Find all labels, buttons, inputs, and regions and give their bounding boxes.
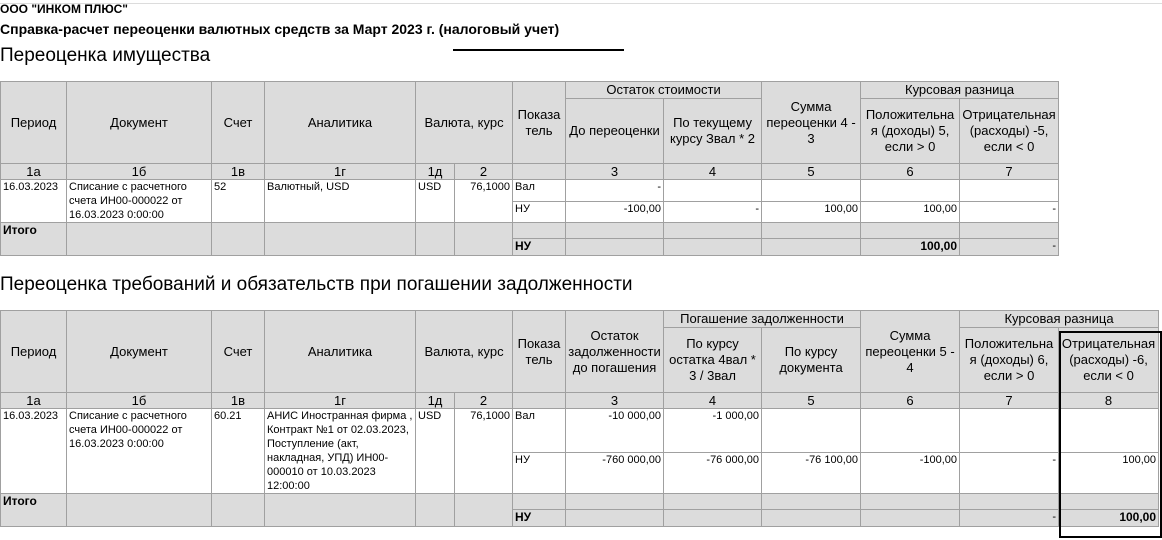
header-negative: Отрицательная (расходы) -5, если < 0 <box>960 99 1059 164</box>
header-document: Документ <box>67 82 212 164</box>
nu-reval: 100,00 <box>762 202 861 223</box>
header-account: Счет <box>212 82 265 164</box>
nu-positive: - <box>960 452 1059 494</box>
val-debt-before: -10 000,00 <box>566 409 664 453</box>
company-name: ООО "ИНКОМ ПЛЮС" <box>0 2 128 16</box>
nu-by-doc: -76 100,00 <box>762 452 861 494</box>
col-number <box>513 393 566 409</box>
nu-current: - <box>664 202 762 223</box>
col-number: 1г <box>265 164 416 180</box>
val-by-doc <box>762 409 861 453</box>
section1-title: Переоценка имущества <box>0 45 211 66</box>
header-currency-rate: Валюта, курс <box>416 82 513 164</box>
header-analytics: Аналитика <box>265 311 416 393</box>
row-analytics: АНИС Иностранная фирма , Контракт №1 от 02.03.2023, Поступление (акт, накладная, УПД) ИН00-000010 от 10.03.2023 12:00:00 <box>265 409 416 494</box>
row-currency: USD <box>416 180 455 223</box>
header-analytics: Аналитика <box>265 82 416 164</box>
col-number: 7 <box>960 164 1059 180</box>
col-number: 4 <box>664 393 762 409</box>
col-number: 2 <box>455 164 513 180</box>
val-positive <box>960 409 1059 453</box>
header-diff-group: Курсовая разница <box>960 311 1159 328</box>
val-by-balance: -1 000,00 <box>664 409 762 453</box>
header-indicator: Показа тель <box>513 311 566 393</box>
row-document: Списание с расчетного счета ИН00-000022 от 16.03.2023 0:00:00 <box>67 409 212 494</box>
col-number: 4 <box>664 164 762 180</box>
property-revaluation-table <box>0 81 1059 256</box>
col-number: 1а <box>1 393 67 409</box>
col-number: 1в <box>212 164 265 180</box>
header-positive: Положительна я (доходы) 6, если > 0 <box>960 328 1059 393</box>
nu-before: -100,00 <box>566 202 664 223</box>
indicator-val: Вал <box>513 180 566 202</box>
col-number: 1б <box>67 393 212 409</box>
header-before: До переоценки <box>566 99 664 164</box>
col-number: 5 <box>762 164 861 180</box>
top-border-line <box>230 3 1162 4</box>
nu-positive: 100,00 <box>861 202 960 223</box>
col-number: 5 <box>762 393 861 409</box>
header-repay-group: Погашение задолженности <box>664 311 861 328</box>
col-number: 8 <box>1059 393 1159 409</box>
header-balance-group: Остаток стоимости <box>566 82 762 99</box>
total-label: Итого <box>1 494 67 527</box>
col-number: 6 <box>861 393 960 409</box>
col-number: 1б <box>67 164 212 180</box>
total-label: Итого <box>1 223 67 256</box>
debt-revaluation-table <box>0 310 1159 527</box>
total-indicator: НУ <box>513 510 566 527</box>
indicator-nu: НУ <box>513 452 566 494</box>
header-positive: Положительна я (доходы) 5, если > 0 <box>861 99 960 164</box>
col-number: 6 <box>861 164 960 180</box>
nu-negative: 100,00 <box>1059 452 1159 494</box>
total-indicator: НУ <box>513 239 566 256</box>
header-currency-rate: Валюта, курс <box>416 311 513 393</box>
header-account: Счет <box>212 311 265 393</box>
header-indicator: Показа тель <box>513 82 566 164</box>
row-period: 16.03.2023 <box>1 409 67 494</box>
nu-by-balance: -76 000,00 <box>664 452 762 494</box>
header-reval-sum: Сумма переоценки 5 - 4 <box>861 311 960 393</box>
section2-title: Переоценка требований и обязательств при погашении задолженности <box>0 274 633 295</box>
col-number: 2 <box>455 393 513 409</box>
header-period: Период <box>1 82 67 164</box>
header-negative: Отрицательная (расходы) -6, если < 0 <box>1059 328 1159 393</box>
header-diff-group: Курсовая разница <box>861 82 1059 99</box>
title-underline <box>453 49 624 51</box>
indicator-nu: НУ <box>513 202 566 223</box>
header-by-doc-rate: По курсу документа <box>762 328 861 393</box>
col-number: 1д <box>416 393 455 409</box>
highlight-box <box>1059 331 1162 538</box>
row-account: 60.21 <box>212 409 265 494</box>
col-number <box>513 164 566 180</box>
col-number: 7 <box>960 393 1059 409</box>
total-negative: 100,00 <box>1059 510 1159 527</box>
header-current-rate: По текущему курсу Звал * 2 <box>664 99 762 164</box>
indicator-val: Вал <box>513 409 566 453</box>
col-number: 1д <box>416 164 455 180</box>
col-number: 3 <box>566 393 664 409</box>
nu-reval: -100,00 <box>861 452 960 494</box>
row-currency: USD <box>416 409 455 494</box>
val-reval <box>861 409 960 453</box>
header-reval-sum: Сумма переоценки 4 - 3 <box>762 82 861 164</box>
header-document: Документ <box>67 311 212 393</box>
nu-debt-before: -760 000,00 <box>566 452 664 494</box>
col-number: 1а <box>1 164 67 180</box>
col-number: 1г <box>265 393 416 409</box>
total-negative: - <box>960 239 1059 256</box>
val-reval <box>762 180 861 202</box>
row-rate: 76,1000 <box>455 180 513 223</box>
row-period: 16.03.2023 <box>1 180 67 223</box>
header-debt-before: Остаток задолженности до погашения <box>566 311 664 393</box>
row-analytics: Валютный, USD <box>265 180 416 223</box>
header-period: Период <box>1 311 67 393</box>
col-number: 1в <box>212 393 265 409</box>
val-negative <box>960 180 1059 202</box>
nu-negative: - <box>960 202 1059 223</box>
row-document: Списание с расчетного счета ИН00-000022 от 16.03.2023 0:00:00 <box>67 180 212 223</box>
total-positive: - <box>960 510 1059 527</box>
val-current <box>664 180 762 202</box>
val-before: - <box>566 180 664 202</box>
report-title: Справка-расчет переоценки валютных средств за Март 2023 г. (налоговый учет) <box>0 21 560 37</box>
header-by-balance-rate: По курсу остатка 4вал * 3 / 3вал <box>664 328 762 393</box>
row-rate: 76,1000 <box>455 409 513 494</box>
col-number: 3 <box>566 164 664 180</box>
row-account: 52 <box>212 180 265 223</box>
total-positive: 100,00 <box>861 239 960 256</box>
val-positive <box>861 180 960 202</box>
